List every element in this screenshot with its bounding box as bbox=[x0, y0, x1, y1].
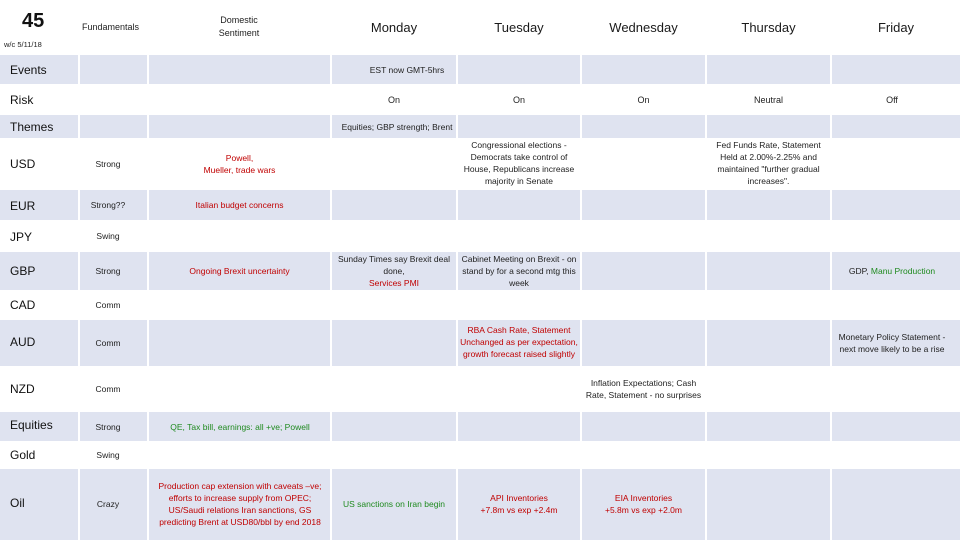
row-label-gold: Gold bbox=[10, 448, 36, 462]
nzd-fundamentals: Comm bbox=[95, 384, 121, 394]
row-label-cad: CAD bbox=[10, 298, 36, 312]
gold-fundamentals: Swing bbox=[96, 450, 120, 460]
gbp-tuesday: Cabinet Meeting on Brexit - on stand by for a second mtg this week bbox=[461, 254, 577, 288]
gbp-monday bbox=[332, 252, 456, 290]
week-number: 45 bbox=[22, 10, 45, 32]
risk-thursday: Neutral bbox=[753, 94, 783, 105]
gbp-friday-gdp: GDP, bbox=[848, 266, 871, 276]
row-label-nzd: NZD bbox=[10, 382, 35, 396]
equities-sentiment: QE, Tax bill, earnings: all +ve; Powell bbox=[170, 421, 310, 432]
aud-fundamentals: Comm bbox=[95, 338, 121, 348]
row-label-jpy: JPY bbox=[10, 230, 33, 244]
oil-monday: US sanctions on Iran begin bbox=[342, 498, 446, 509]
risk-monday: On bbox=[387, 94, 400, 105]
gbp-monday-main: Sunday Times say Brexit deal done, bbox=[338, 254, 450, 276]
grid-row bbox=[0, 220, 960, 222]
day-header-thursday: Thursday bbox=[741, 20, 796, 35]
grid-row bbox=[0, 366, 960, 368]
themes-span: Equities; GBP strength; Brent bbox=[341, 121, 453, 132]
grid-row bbox=[0, 441, 960, 443]
day-header-friday: Friday bbox=[877, 20, 915, 35]
row-label-equities: Equities bbox=[10, 418, 53, 432]
aud-tuesday: RBA Cash Rate, Statement Unchanged as per expectation, growth forecast raised slightly bbox=[460, 325, 578, 359]
row-label-eur: EUR bbox=[10, 199, 36, 213]
eur-fundamentals: Strong?? bbox=[90, 200, 126, 210]
week-commencing: w/c 5/11/18 bbox=[4, 40, 42, 49]
risk-tuesday: On bbox=[512, 94, 525, 105]
row-label-aud: AUD bbox=[10, 335, 36, 349]
band-themes bbox=[0, 115, 960, 138]
usd-fundamentals: Strong bbox=[95, 159, 121, 169]
oil-wednesday: EIA Inventories +5.8m vs exp +2.0m bbox=[604, 492, 682, 515]
oil-sentiment: Production cap extension with caveats –ve; efforts to increase supply from OPEC; US/Saudi relations Iran sanctions, GS predicting Brent at USD80/bbl by end 2018 bbox=[158, 480, 322, 527]
day-header-tuesday: Tuesday bbox=[494, 20, 544, 35]
row-label-events: Events bbox=[10, 63, 47, 77]
jpy-fundamentals: Swing bbox=[96, 231, 120, 241]
risk-friday: Off bbox=[886, 94, 898, 105]
gbp-friday bbox=[832, 252, 952, 290]
gbp-fundamentals: Strong bbox=[95, 266, 121, 276]
aud-friday: Monetary Policy Statement - next move likely to be a rise bbox=[838, 332, 946, 354]
row-label-risk: Risk bbox=[10, 93, 34, 107]
day-header-wednesday: Wednesday bbox=[609, 20, 678, 35]
row-label-themes: Themes bbox=[10, 120, 54, 134]
day-header-monday: Monday bbox=[370, 20, 418, 35]
band-equities bbox=[0, 410, 960, 441]
usd-sentiment: Powell, Mueller, trade wars bbox=[203, 153, 276, 175]
domestic-sentiment-header: Domestic Sentiment bbox=[218, 15, 260, 38]
risk-wednesday: On bbox=[637, 94, 650, 105]
gbp-monday-pmi: Services PMI bbox=[368, 278, 420, 288]
cad-fundamentals: Comm bbox=[95, 300, 121, 310]
row-label-gbp: GBP bbox=[10, 264, 36, 278]
equities-fundamentals: Strong bbox=[95, 421, 121, 432]
nzd-wednesday: Inflation Expectations; Cash Rate, Statement - no surprises bbox=[585, 378, 702, 400]
eur-sentiment: Italian budget concerns bbox=[195, 200, 284, 210]
gbp-friday-manu: Manu Production bbox=[870, 266, 936, 276]
fundamentals-header: Fundamentals bbox=[82, 22, 140, 32]
oil-fundamentals: Crazy bbox=[96, 498, 120, 509]
grid-row bbox=[0, 188, 960, 190]
gbp-sentiment: Ongoing Brexit uncertainty bbox=[189, 266, 290, 276]
events-span: EST now GMT-5hrs bbox=[369, 64, 445, 75]
grid-row bbox=[0, 113, 960, 115]
band-eur bbox=[0, 190, 960, 220]
usd-tuesday: Congressional elections - Democrats take control of House, Republicans increase majority in Senate bbox=[463, 140, 575, 186]
oil-tuesday: API Inventories +7.8m vs exp +2.4m bbox=[480, 492, 558, 515]
usd-thursday: Fed Funds Rate, Statement Held at 2.00%-2.25% and maintained "further gradual increases". bbox=[716, 140, 821, 186]
grid-row bbox=[0, 410, 960, 412]
row-label-usd: USD bbox=[10, 157, 36, 171]
row-label-oil: Oil bbox=[10, 496, 25, 510]
grid-row bbox=[0, 290, 960, 292]
